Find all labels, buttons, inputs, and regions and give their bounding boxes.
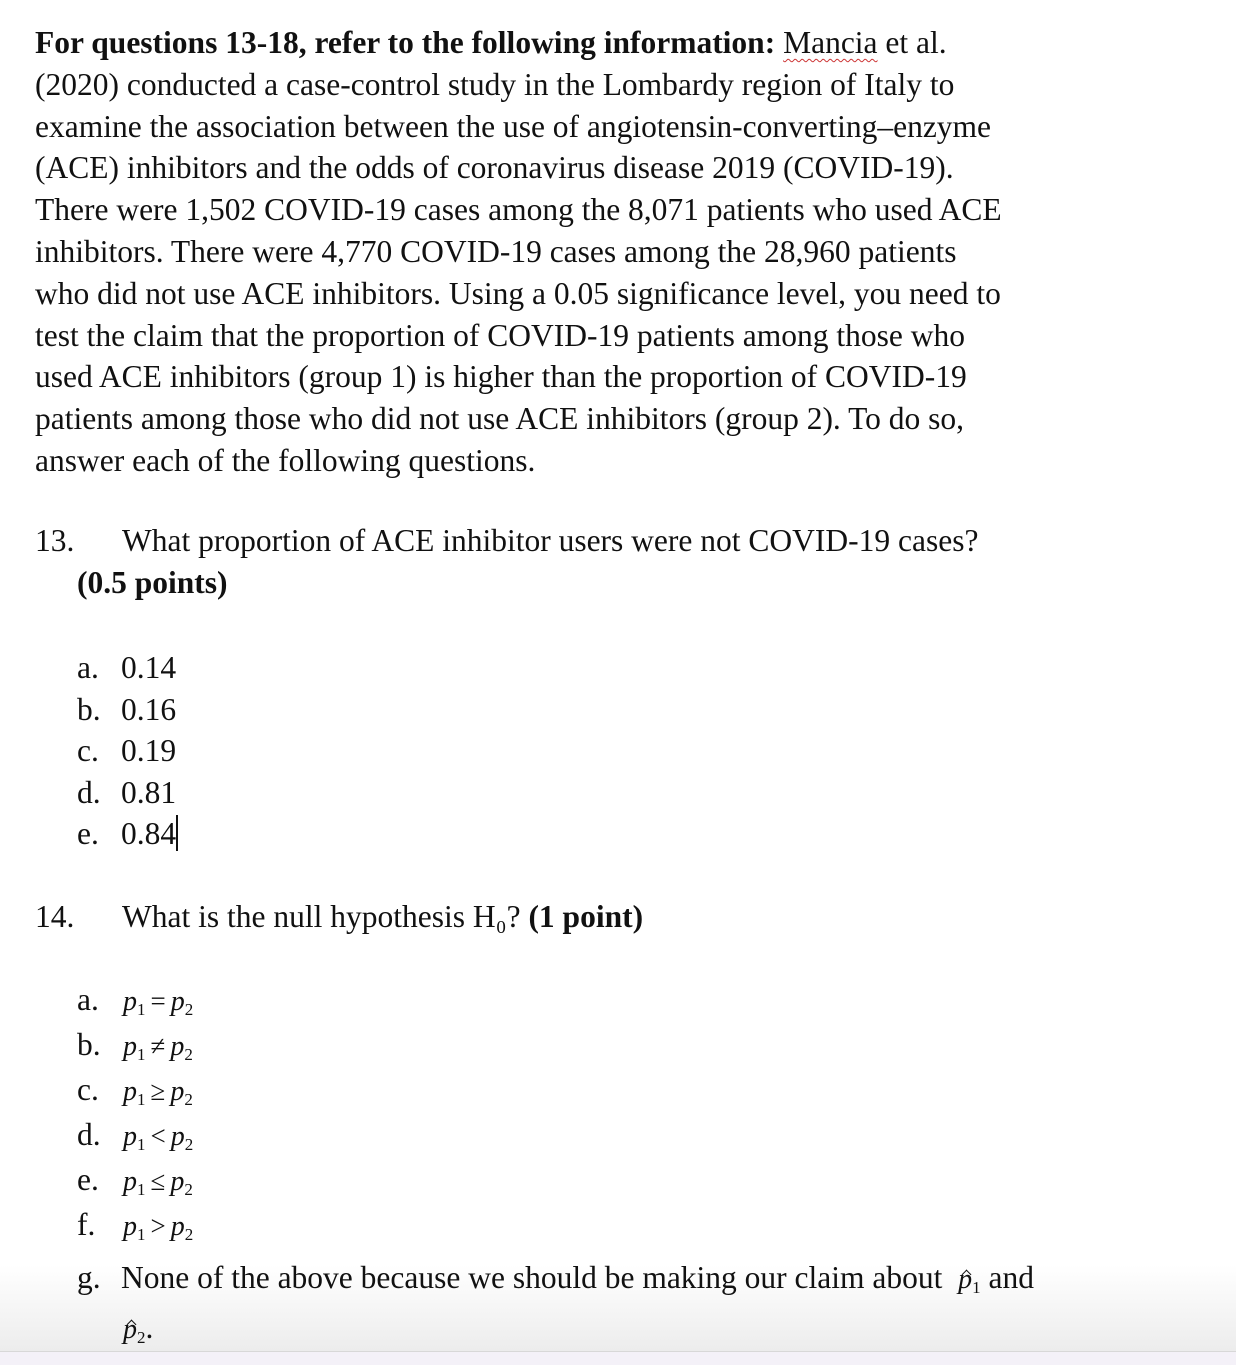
option-label: b. — [77, 691, 101, 727]
option-b[interactable] — [77, 1025, 193, 1070]
option-label: c. — [77, 1072, 99, 1107]
question-14 — [35, 898, 643, 936]
period: . — [145, 1310, 154, 1345]
text-cursor — [176, 815, 178, 851]
option-g[interactable] — [77, 1258, 1034, 1298]
question-number: 13. — [35, 523, 75, 558]
math-expression: $p_1 \le p_2$ — [123, 1166, 193, 1199]
intro-bold-lead: For questions 13-18, refer to the following information: — [35, 25, 776, 60]
option-label: e. — [77, 816, 99, 851]
intro-line: There were 1,502 COVID-19 cases among the 8,071 patients who used ACE — [35, 192, 1002, 228]
option-value: 0.19 — [121, 733, 177, 768]
intro-line: inhibitors. There were 4,770 COVID-19 cases among the 28,960 patients — [35, 233, 957, 269]
question-number: 14. — [35, 899, 75, 934]
intro-line: patients among those who did not use ACE inhibitors (group 2). To do so, — [35, 401, 965, 437]
p-hat-2: $p_2$ — [123, 1314, 146, 1347]
intro-text: et al. — [877, 25, 947, 60]
option-c[interactable] — [77, 730, 178, 772]
option-e[interactable] — [77, 1160, 193, 1205]
option-label: d. — [77, 774, 101, 810]
option-label: d. — [77, 1117, 101, 1152]
question-points: (1 point) — [528, 899, 644, 934]
option-a[interactable] — [77, 980, 193, 1025]
question-points: (0.5 points) — [77, 565, 228, 600]
intro-line: examine the association between the use of angiotensin-converting–enzyme — [35, 108, 992, 144]
option-label: f. — [77, 1207, 96, 1242]
question-text: What is the null hypothesis H₀? — [122, 899, 521, 934]
option-label: e. — [77, 1162, 99, 1197]
option-c[interactable] — [77, 1070, 193, 1115]
math-expression: $p_1 > p_2$ — [123, 1211, 194, 1244]
author-name: Mancia — [783, 25, 878, 60]
intro-line: who did not use ACE inhibitors. Using a 0.05 significance level, you need to — [35, 275, 1001, 311]
option-value: 0.84 — [121, 816, 177, 851]
p-hat-1: $p_1$ — [958, 1264, 981, 1297]
math-expression: $p_1 < p_2$ — [123, 1121, 194, 1154]
intro-paragraph — [35, 22, 1215, 482]
q13-options — [77, 647, 178, 855]
intro-line: (2020) conducted a case-control study in the Lombardy region of Italy to — [35, 66, 955, 102]
option-text: and — [988, 1260, 1034, 1295]
option-label: g. — [77, 1260, 101, 1295]
option-label: a. — [77, 650, 99, 685]
option-e[interactable] — [77, 813, 178, 855]
intro-line: used ACE inhibitors (group 1) is higher than the proportion of COVID-19 — [35, 359, 967, 395]
option-d[interactable] — [77, 772, 178, 814]
option-f[interactable] — [77, 1205, 193, 1250]
intro-line: (ACE) inhibitors and the odds of coronavirus disease 2019 (COVID-19). — [35, 150, 954, 186]
option-g-continuation — [123, 1308, 153, 1348]
option-value: 0.14 — [121, 650, 177, 685]
option-label: c. — [77, 733, 99, 768]
intro-line: answer each of the following questions. — [35, 442, 536, 478]
option-d[interactable] — [77, 1115, 193, 1160]
math-expression: $p_1 \ne p_2$ — [123, 1031, 193, 1064]
math-expression: $p_1 = p_2$ — [123, 986, 194, 1019]
option-label: b. — [77, 1027, 101, 1062]
option-b[interactable] — [77, 689, 178, 731]
bottom-bar — [0, 1351, 1236, 1365]
option-value: 0.81 — [121, 774, 177, 810]
question-text: What proportion of ACE inhibitor users were not COVID-19 cases? — [122, 523, 979, 558]
option-text: None of the above because we should be making our claim about — [121, 1260, 943, 1295]
question-13 — [35, 522, 978, 560]
option-label: a. — [77, 982, 99, 1017]
q14-options — [77, 980, 193, 1250]
option-value: 0.16 — [121, 691, 177, 727]
intro-line: test the claim that the proportion of COVID-19 patients among those who — [35, 317, 965, 353]
option-a[interactable] — [77, 647, 178, 689]
math-expression: $p_1 \ge p_2$ — [123, 1076, 193, 1109]
